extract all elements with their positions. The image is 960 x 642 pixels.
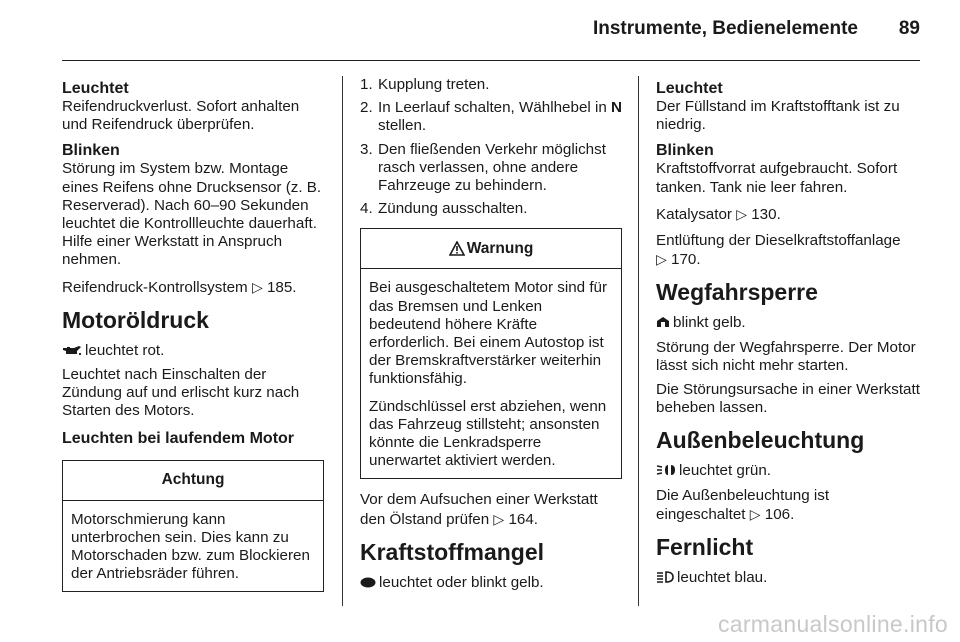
ref-label: Reifendruck-Kontrollsystem <box>62 278 248 296</box>
list-item: 1. Kupplung treten. <box>360 76 490 93</box>
heading-oil-pressure: Motoröldruck <box>62 306 209 333</box>
step-list <box>360 76 622 218</box>
column-1 <box>62 76 324 592</box>
page-header <box>62 0 920 61</box>
column-2 <box>360 76 622 600</box>
exterior-light-icon <box>656 464 676 476</box>
page-title: Instrumente, Bedienelemente <box>592 18 858 39</box>
heading-high-beam: Fernlicht <box>656 534 754 561</box>
paragraph: Störung der Wegfahrsperre. Der Motor lässt sich nicht mehr starten. <box>656 338 916 374</box>
section-title: Leuchtet <box>62 80 129 97</box>
indicator-line <box>62 342 324 360</box>
oil-can-icon <box>62 345 82 356</box>
indicator-line <box>656 462 920 480</box>
warning-text: Zündschlüssel erst abziehen, wenn das Fahrzeug stillsteht; ansonsten könnte die Lenkradsperre unerwartet aktiviert werden. <box>369 397 607 470</box>
indicator-line <box>360 574 622 592</box>
fuel-indicator-icon <box>360 577 376 588</box>
list-item: 3. Den fließenden Verkehr möglichst rasch verlassen, ohne andere Fahrzeuge zu behindern. <box>360 140 606 195</box>
warning-box <box>360 228 622 479</box>
list-item: 4. Zündung ausschalten. <box>360 200 528 218</box>
caution-text: Motorschmierung kann unterbrochen sein. Dies kann zu Motorschaden bzw. zum Blockieren der Antriebsräder führen. <box>71 510 310 583</box>
indicator-status: leuchtet grün. <box>679 462 772 480</box>
indicator-status: leuchtet blau. <box>677 569 768 587</box>
paragraph: Vor dem Aufsuchen einer Werkstatt den Ölstand prüfen ▷ 164. <box>360 491 598 528</box>
caution-box <box>62 460 324 593</box>
heading-running-engine: Leuchten bei laufendem Motor <box>62 429 295 447</box>
paragraph: Die Störungsursache in einer Werkstatt beheben lassen. <box>656 381 920 417</box>
indicator-line <box>656 569 920 587</box>
ref-page: 185. <box>266 278 297 296</box>
page-number: 89 <box>898 18 920 39</box>
column-divider <box>342 76 343 606</box>
column-3 <box>656 76 920 595</box>
paragraph: Die Außenbeleuchtung ist eingeschaltet ▷ 106. <box>656 486 830 523</box>
paragraph: Leuchtet nach Einschalten der Zündung auf und erlischt kurz nach Starten des Motors. <box>62 366 300 420</box>
indicator-line <box>656 314 920 332</box>
warning-header <box>361 229 621 269</box>
cross-reference <box>62 278 324 297</box>
page-ref-arrow-icon: ▷ <box>736 205 747 222</box>
cross-reference: Katalysator ▷ 130. <box>656 205 781 223</box>
indicator-status: leuchtet oder blinkt gelb. <box>379 573 544 591</box>
caution-title: Achtung <box>63 461 323 501</box>
page-ref-arrow-icon: ▷ <box>251 278 263 295</box>
indicator-status: blinkt gelb. <box>673 314 746 332</box>
cross-reference: Entlüftung der Dieselkraftstoffanlage ▷ 170. <box>656 232 901 269</box>
paragraph: Der Füllstand im Kraftstofftank ist zu niedrig. <box>656 98 900 134</box>
column-divider <box>638 76 639 606</box>
warning-text: Bei ausgeschaltetem Motor sind für das Bremsen und Lenken bedeutend höhere Kräfte erforderlich. Bei einem Autostop ist der Bremskraftverstärker weiterhin funktionsfähig. <box>369 279 608 388</box>
page-ref-arrow-icon: ▷ <box>493 510 505 527</box>
section-title: Blinken <box>656 142 714 160</box>
indicator-status: leuchtet rot. <box>85 341 165 359</box>
gear-neutral-label: N <box>611 99 622 117</box>
high-beam-icon <box>656 571 674 583</box>
heading-fuel-low: Kraftstoffmangel <box>360 538 545 565</box>
page-ref-arrow-icon: ▷ <box>656 251 667 268</box>
paragraph: Reifendruckverlust. Sofort anhalten und Reifendruck überprüfen. <box>62 98 300 134</box>
watermark: carmanualsonline.info <box>717 611 948 637</box>
list-item: 2. In Leerlauf schalten, Wählhebel in N stellen. <box>360 99 622 135</box>
paragraph: Störung im System bzw. Montage eines Reifens ohne Drucksensor (z. B. Reserverad). Nach 60–90 Sekunden leuchtet die Kontrollleuchte dauerhaft. Hilfe einer Werkstatt in Anspruch nehmen. <box>62 160 322 269</box>
warning-title: Warnung <box>466 239 534 257</box>
warning-triangle-icon <box>449 241 465 256</box>
section-title: Leuchtet <box>656 80 723 97</box>
immobilizer-icon <box>656 316 670 328</box>
heading-immobilizer: Wegfahrsperre <box>656 279 818 306</box>
page-ref-arrow-icon: ▷ <box>749 505 761 522</box>
paragraph: Kraftstoffvorrat aufgebraucht. Sofort tanken. Tank nie leer fahren. <box>656 160 898 196</box>
heading-exterior-lights: Außenbeleuchtung <box>656 427 865 454</box>
section-title: Blinken <box>62 142 120 160</box>
